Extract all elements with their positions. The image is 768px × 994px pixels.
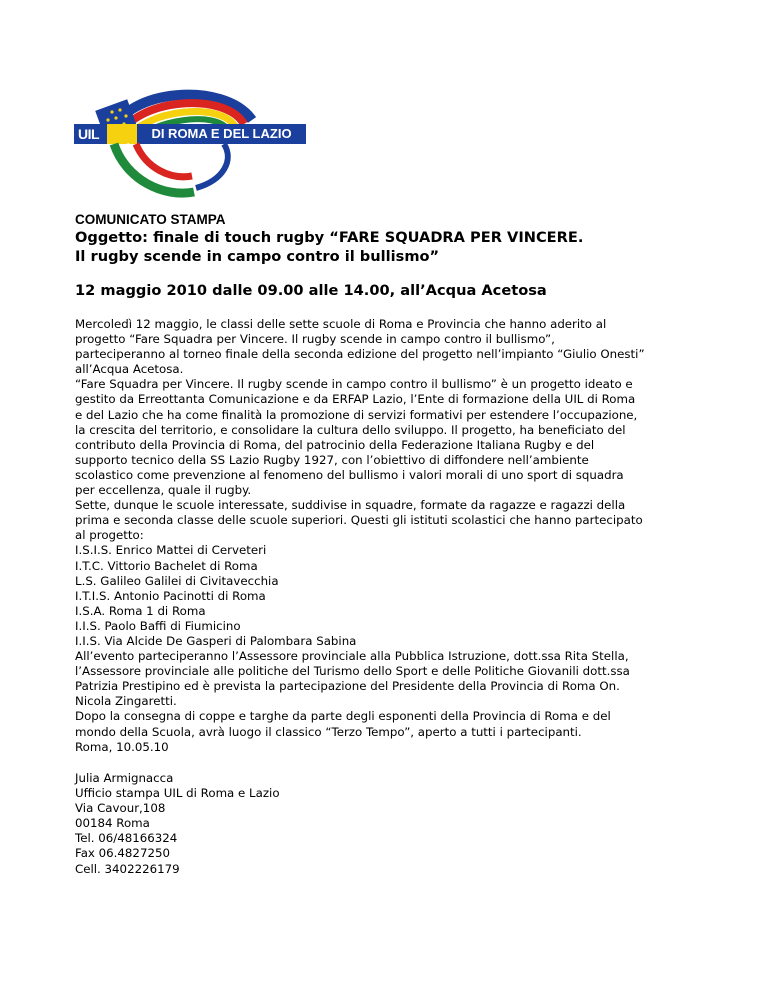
subject (75, 228, 695, 266)
text-line: Sette, dunque le scuole interessate, suddivise in squadre, formate da ragazze e ragazzi della (75, 498, 626, 513)
event-date-line: 12 maggio 2010 dalle 09.00 alle 14.00, all’Acqua Acetosa (75, 282, 547, 299)
school-item: I.S.A. Roma 1 di Roma (75, 603, 206, 618)
text-line: Patrizia Prestipino ed è prevista la partecipazione del Presidente della Provincia di Roma On. (75, 679, 620, 694)
paragraph-project (75, 377, 695, 498)
text-line: supporto tecnico della SS Lazio Rugby 1927, con l’obiettivo di diffondere nell’ambiente (75, 452, 589, 467)
text-line: la crescita del territorio, e consolidare la cultura dello sviluppo. Il progetto, ha beneficiato del (75, 422, 626, 437)
paragraph-intro (75, 317, 695, 377)
logo-region-text: DI ROMA E DEL LAZIO (151, 126, 292, 141)
signature-name: Julia Armignacca (75, 771, 174, 785)
press-release-label: COMUNICATO STAMPA (75, 212, 226, 227)
text-line: All’evento parteciperanno l’Assessore provinciale alla Pubblica Istruzione, dott.ssa Rita Stella, (75, 649, 629, 664)
subject-line-1: Oggetto: finale di touch rugby “FARE SQUADRA PER VINCERE. (75, 229, 584, 246)
text-line: l’Assessore provinciale alle politiche del Turismo dello Sport e delle Politiche Giovanili dott.ssa (75, 664, 630, 679)
text-line: Mercoledì 12 maggio, le classi delle sette scuole di Roma e Provincia che hanno aderito al (75, 317, 607, 331)
school-item: I.T.C. Vittorio Bachelet di Roma (75, 558, 258, 573)
schools-list (75, 543, 695, 649)
text-line: all’Acqua Acetosa. (75, 362, 184, 377)
text-line: scolastico come prevenzione al fenomeno del bullismo i valori morali di uno sport di squadra (75, 467, 624, 482)
signature-block (75, 771, 280, 877)
text-line: per eccellenza, quale il rugby. (75, 483, 252, 498)
document-header (75, 212, 695, 266)
paragraph-guests (75, 649, 695, 709)
signature-cell: Cell. 3402226179 (75, 861, 180, 876)
place-date (75, 740, 695, 755)
text-line: Roma, 10.05.10 (75, 739, 169, 754)
text-line: prima e seconda classe delle scuole superiori. Questi gli istituti scolastici che hanno partecipato (75, 513, 643, 528)
text-line: e del Lazio che ha come finalità la promozione di servizi formativi per estendere l’occupazione, (75, 407, 638, 422)
uil-logo (74, 80, 306, 204)
signature-city: 00184 Roma (75, 816, 150, 831)
signature-tel: Tel. 06/48166324 (75, 831, 178, 846)
signature-fax: Fax 06.4827250 (75, 846, 170, 861)
text-line: progetto “Fare Squadra per Vincere. Il rugby scende in campo contro il bullismo”, (75, 332, 555, 347)
text-line: gestito da Erreottanta Comunicazione e da ERFAP Lazio, l’Ente di formazione della UIL di Roma (75, 392, 636, 407)
school-item: I.I.S. Paolo Baffi di Fiumicino (75, 618, 241, 633)
text-line: Nicola Zingaretti. (75, 694, 177, 709)
school-item: L.S. Galileo Galilei di Civitavecchia (75, 573, 279, 588)
logo-uil-text: UIL (78, 126, 100, 142)
text-line: contributo della Provincia di Roma, del patrocinio della Federazione Italiana Rugby e del (75, 437, 595, 452)
paragraph-closing (75, 709, 695, 739)
school-item: I.I.S. Via Alcide De Gasperi di Palombara Sabina (75, 633, 357, 648)
school-item: I.S.I.S. Enrico Mattei di Cerveteri (75, 543, 267, 558)
paragraph-schools-intro (75, 498, 695, 543)
text-line: parteciperanno al torneo finale della seconda edizione del progetto nell’impianto “Giulio Onesti” (75, 347, 645, 362)
school-item: I.T.I.S. Antonio Pacinotti di Roma (75, 588, 266, 603)
text-line: “Fare Squadra per Vincere. Il rugby scende in campo contro il bullismo” è un progetto ideato e (75, 377, 633, 392)
text-line: Dopo la consegna di coppe e targhe da parte degli esponenti della Provincia di Roma e del (75, 709, 611, 724)
subject-line-2: Il rugby scende in campo contro il bullismo” (75, 248, 440, 265)
signature-office: Ufficio stampa UIL di Roma e Lazio (75, 786, 280, 801)
document-body (75, 317, 695, 755)
signature-street: Via Cavour,108 (75, 801, 166, 816)
text-line: mondo della Scuola, avrà luogo il classico “Terzo Tempo”, aperto a tutti i partecipanti. (75, 724, 582, 739)
text-line: al progetto: (75, 528, 144, 543)
